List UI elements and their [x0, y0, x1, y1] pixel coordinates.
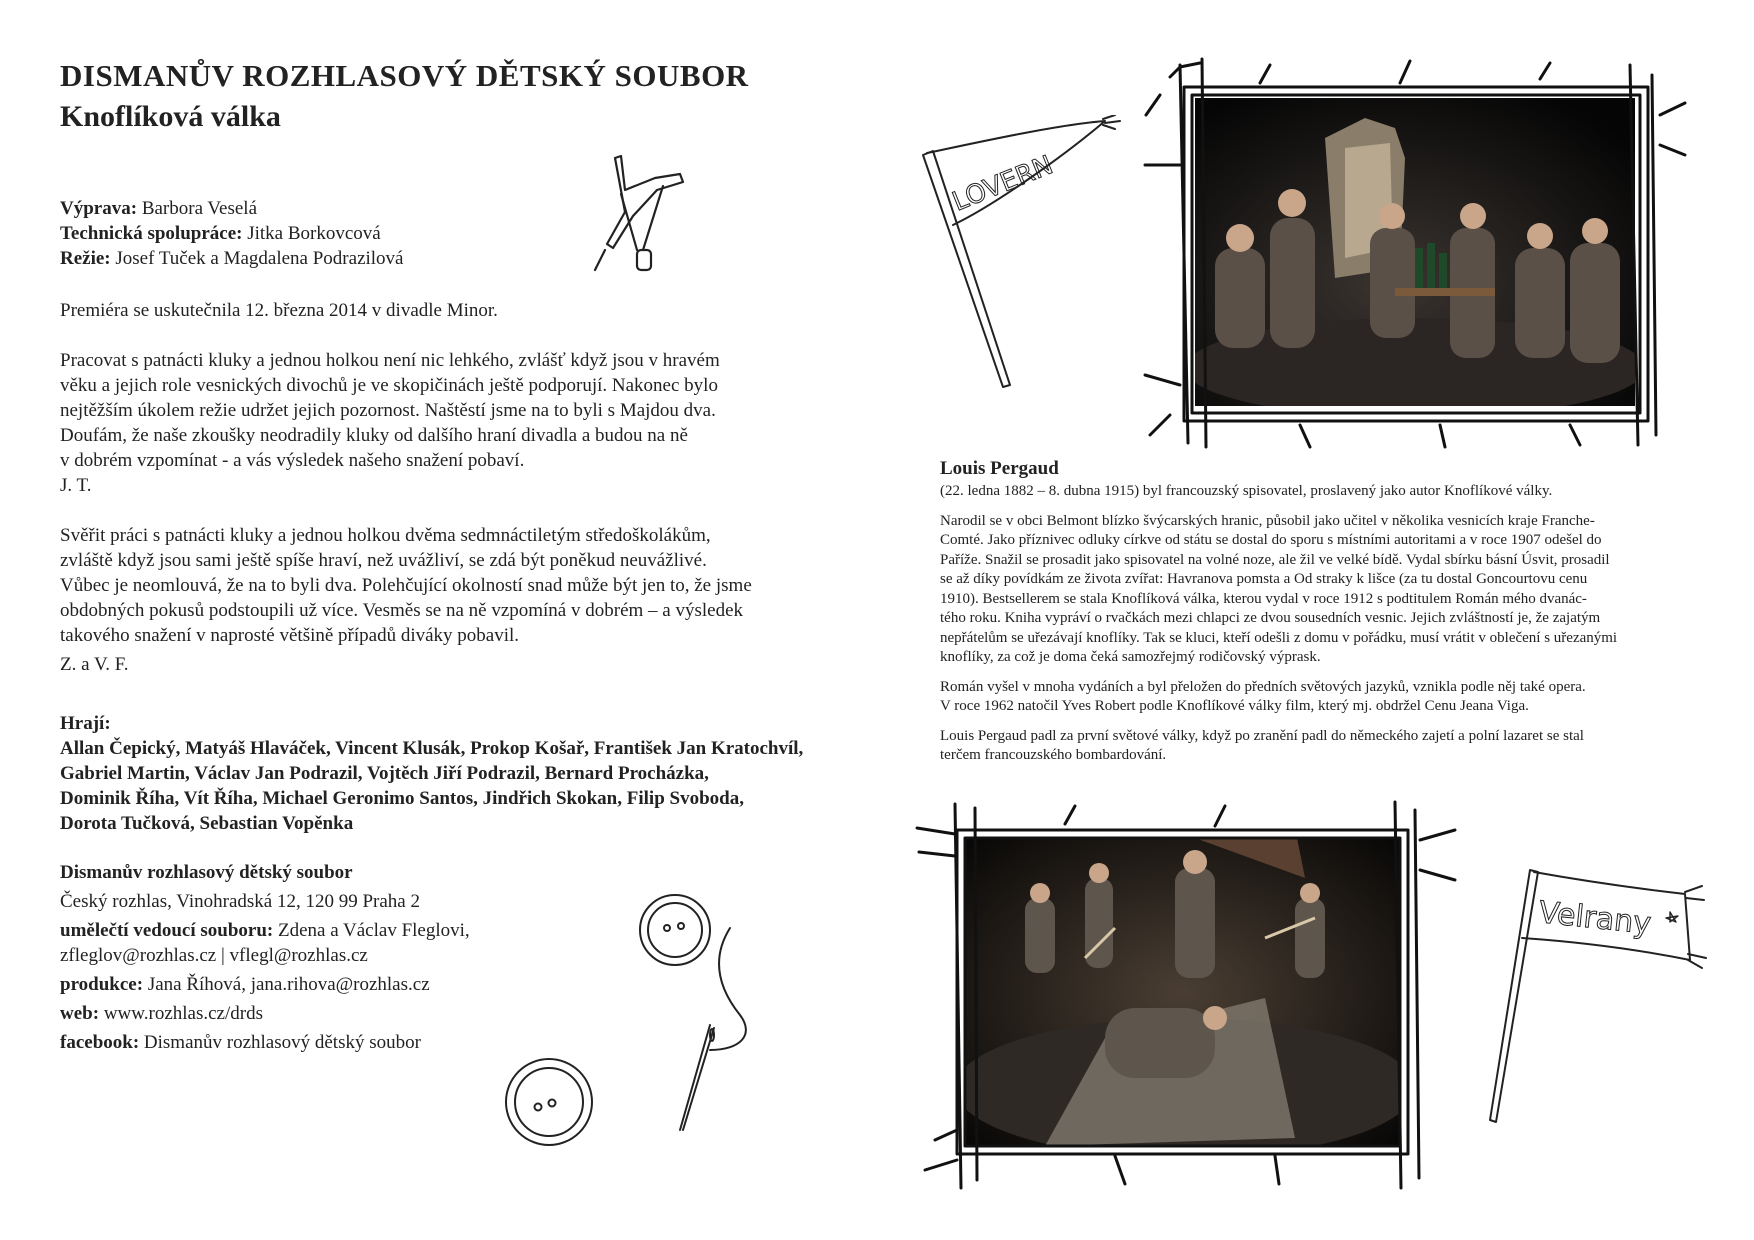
- signature: Z. a V. F.: [60, 654, 129, 675]
- button-large-icon: [502, 1055, 597, 1150]
- page-title: DISMANŮV ROZHLASOVÝ DĚTSKÝ SOUBOR: [60, 58, 749, 93]
- cast-block: Hrají: Allan Čepický, Matyáš Hlaváček, Vincent Klusák, Prokop Košař, František Jan Kratochvíl, Gabriel Martin, Václav Jan Podrazil, Vojtěch Jiří Podrazil, Bernard Procházka, Dominik Říha, Vít Říha, Michael Geronimo Santos, Jindřich Skokan, Filip Svoboda, Dorota Tučková, Sebastian Vopěnka: [60, 711, 840, 836]
- flag-left-label: LOVERN: [948, 150, 1058, 218]
- bio-name: Louis Pergaud: [940, 458, 1059, 479]
- bio-paragraph: Narodil se v obci Belmont blízko švýcarských hranic, působil jako učitel v několika vesnicích kraje Franche- Comté. Jako příznivec odluky církve od státu se dostal do sporu s místními autoritami a v roce 1907 odešel do Paříže. Snažil se prosadit jako spisovatel na volné noze, ale žil ve velké bídě. Vydal sbírku básní Úsvit, prosadil se až díky povídkám ze života zvířat: Havranova pomsta a Od straky k lišce (za tu dostal Goncourtovu cenu 1910). Bestsellerem se stala Knoflíková válka, kterou vydal v roce 1912 s podtitulem Román mého dvanác- tého roku. Kniha vypráví o rvačkách mezi chlapci ze dvou sousedních vesnic. Jejich zvláštností je, že zajatým nepřátelům se uřezávají knoflíky. Tak se kluci, kteří odešli z domu v pořádku, musí vrátit v oblečení s uřezanými knoflíky, za což je doma čeká samozřejmý rodičovský výprask.: [940, 512, 1618, 665]
- bio-paragraph: Román vyšel v mnoha vydáních a byl přeložen do předních světových jazyků, vznikla podle něj také opera. V roce 1962 natočil Yves Robert podle Knoflíkové války film, který mj. obdržel Cenu Jeana Viga.: [940, 678, 1586, 714]
- flag-right-label: Velrany: [1537, 895, 1653, 942]
- credits-block: [60, 196, 404, 271]
- director-note-zvf: Svěřit práci s patnácti kluky a jednou holkou dvěma sedmnáctiletým středoškolákům, zvláště když jsou sami ještě spíše hraví, než uvážliví, se zdá být poněkud neuvážlivé. Vůbec je neomlouvá, že na to byli dva. Polehčující okolností snad může být jen to, že jsme obdobných pokusů podstoupili už více. Vesměs se na ně vzpomíná v dobrém – a výsledek takového snažení v naprosté většině případů diváky pobavil. Z. a V. F.: [60, 523, 850, 677]
- bio-text: [940, 482, 1730, 776]
- org-address: Český rozhlas, Vinohradská 12, 120 99 Praha 2: [60, 891, 420, 912]
- flag-velrany-icon: [1480, 860, 1720, 1130]
- slingshot-icon: [585, 150, 685, 285]
- facebook-line: facebook: Dismanův rozhlasový dětský soubor: [60, 1032, 421, 1053]
- page-subtitle: Knoflíková válka: [60, 100, 281, 133]
- signature: J. T.: [60, 475, 92, 496]
- bio-dates: (22. ledna 1882 – 8. dubna 1915) byl francouzský spisovatel, proslavený jako autor Knoflíkové války.: [940, 483, 1553, 499]
- email-links[interactable]: zfleglov@rozhlas.cz | vflegl@rozhlas.cz: [60, 945, 368, 966]
- cast-label: Hrají:: [60, 713, 111, 734]
- credit-line: Výprava: Barbora Veselá: [60, 198, 257, 219]
- stage-photo-top: [1195, 98, 1635, 406]
- flag-lovern-icon: [915, 115, 1125, 395]
- web-line: web: www.rozhlas.cz/drds: [60, 1003, 263, 1024]
- stage-photo-bottom: [965, 838, 1400, 1146]
- org-name: Dismanův rozhlasový dětský soubor: [60, 862, 353, 883]
- premiere-text: Premiéra se uskutečnila 12. března 2014 v divadle Minor.: [60, 300, 498, 321]
- bio-paragraph: Louis Pergaud padl za první světové války, když po zranění padl do německého zajetí a polní lazaret se stal terčem francouzského bombardování.: [940, 727, 1584, 763]
- needle-icon: [670, 920, 760, 1140]
- credit-line: Technická spolupráce: Jitka Borkovcová: [60, 223, 381, 244]
- director-note-jt: Pracovat s patnácti kluky a jednou holkou není nic lehkého, zvlášť když jsou v hravém věku a jejich role vesnických divochů je ve skopičinách ještě podporují. Nakonec bylo nejtěžším úkolem režie udržet jejich pozornost. Naštěstí jsme na to byli s Majdou dva. Doufám, že naše zkoušky neodradily kluky od dalšího hraní divadla a budou na ně v dobrém vzpomínat - a vás výsledek našeho snažení pobaví. J. T.: [60, 348, 820, 498]
- leaders-line: umělečtí vedoucí souboru: Zdena a Václav Fleglovi, zfleglov@rozhlas.cz | vflegl@rozhlas.cz: [60, 920, 470, 966]
- web-link[interactable]: www.rozhlas.cz/drds: [103, 1003, 263, 1024]
- credit-line: Režie: Josef Tuček a Magdalena Podrazilová: [60, 248, 404, 269]
- production-line: produkce: Jana Říhová, jana.rihova@rozhlas.cz: [60, 974, 430, 995]
- facebook-link[interactable]: Dismanův rozhlasový dětský soubor: [143, 1032, 421, 1053]
